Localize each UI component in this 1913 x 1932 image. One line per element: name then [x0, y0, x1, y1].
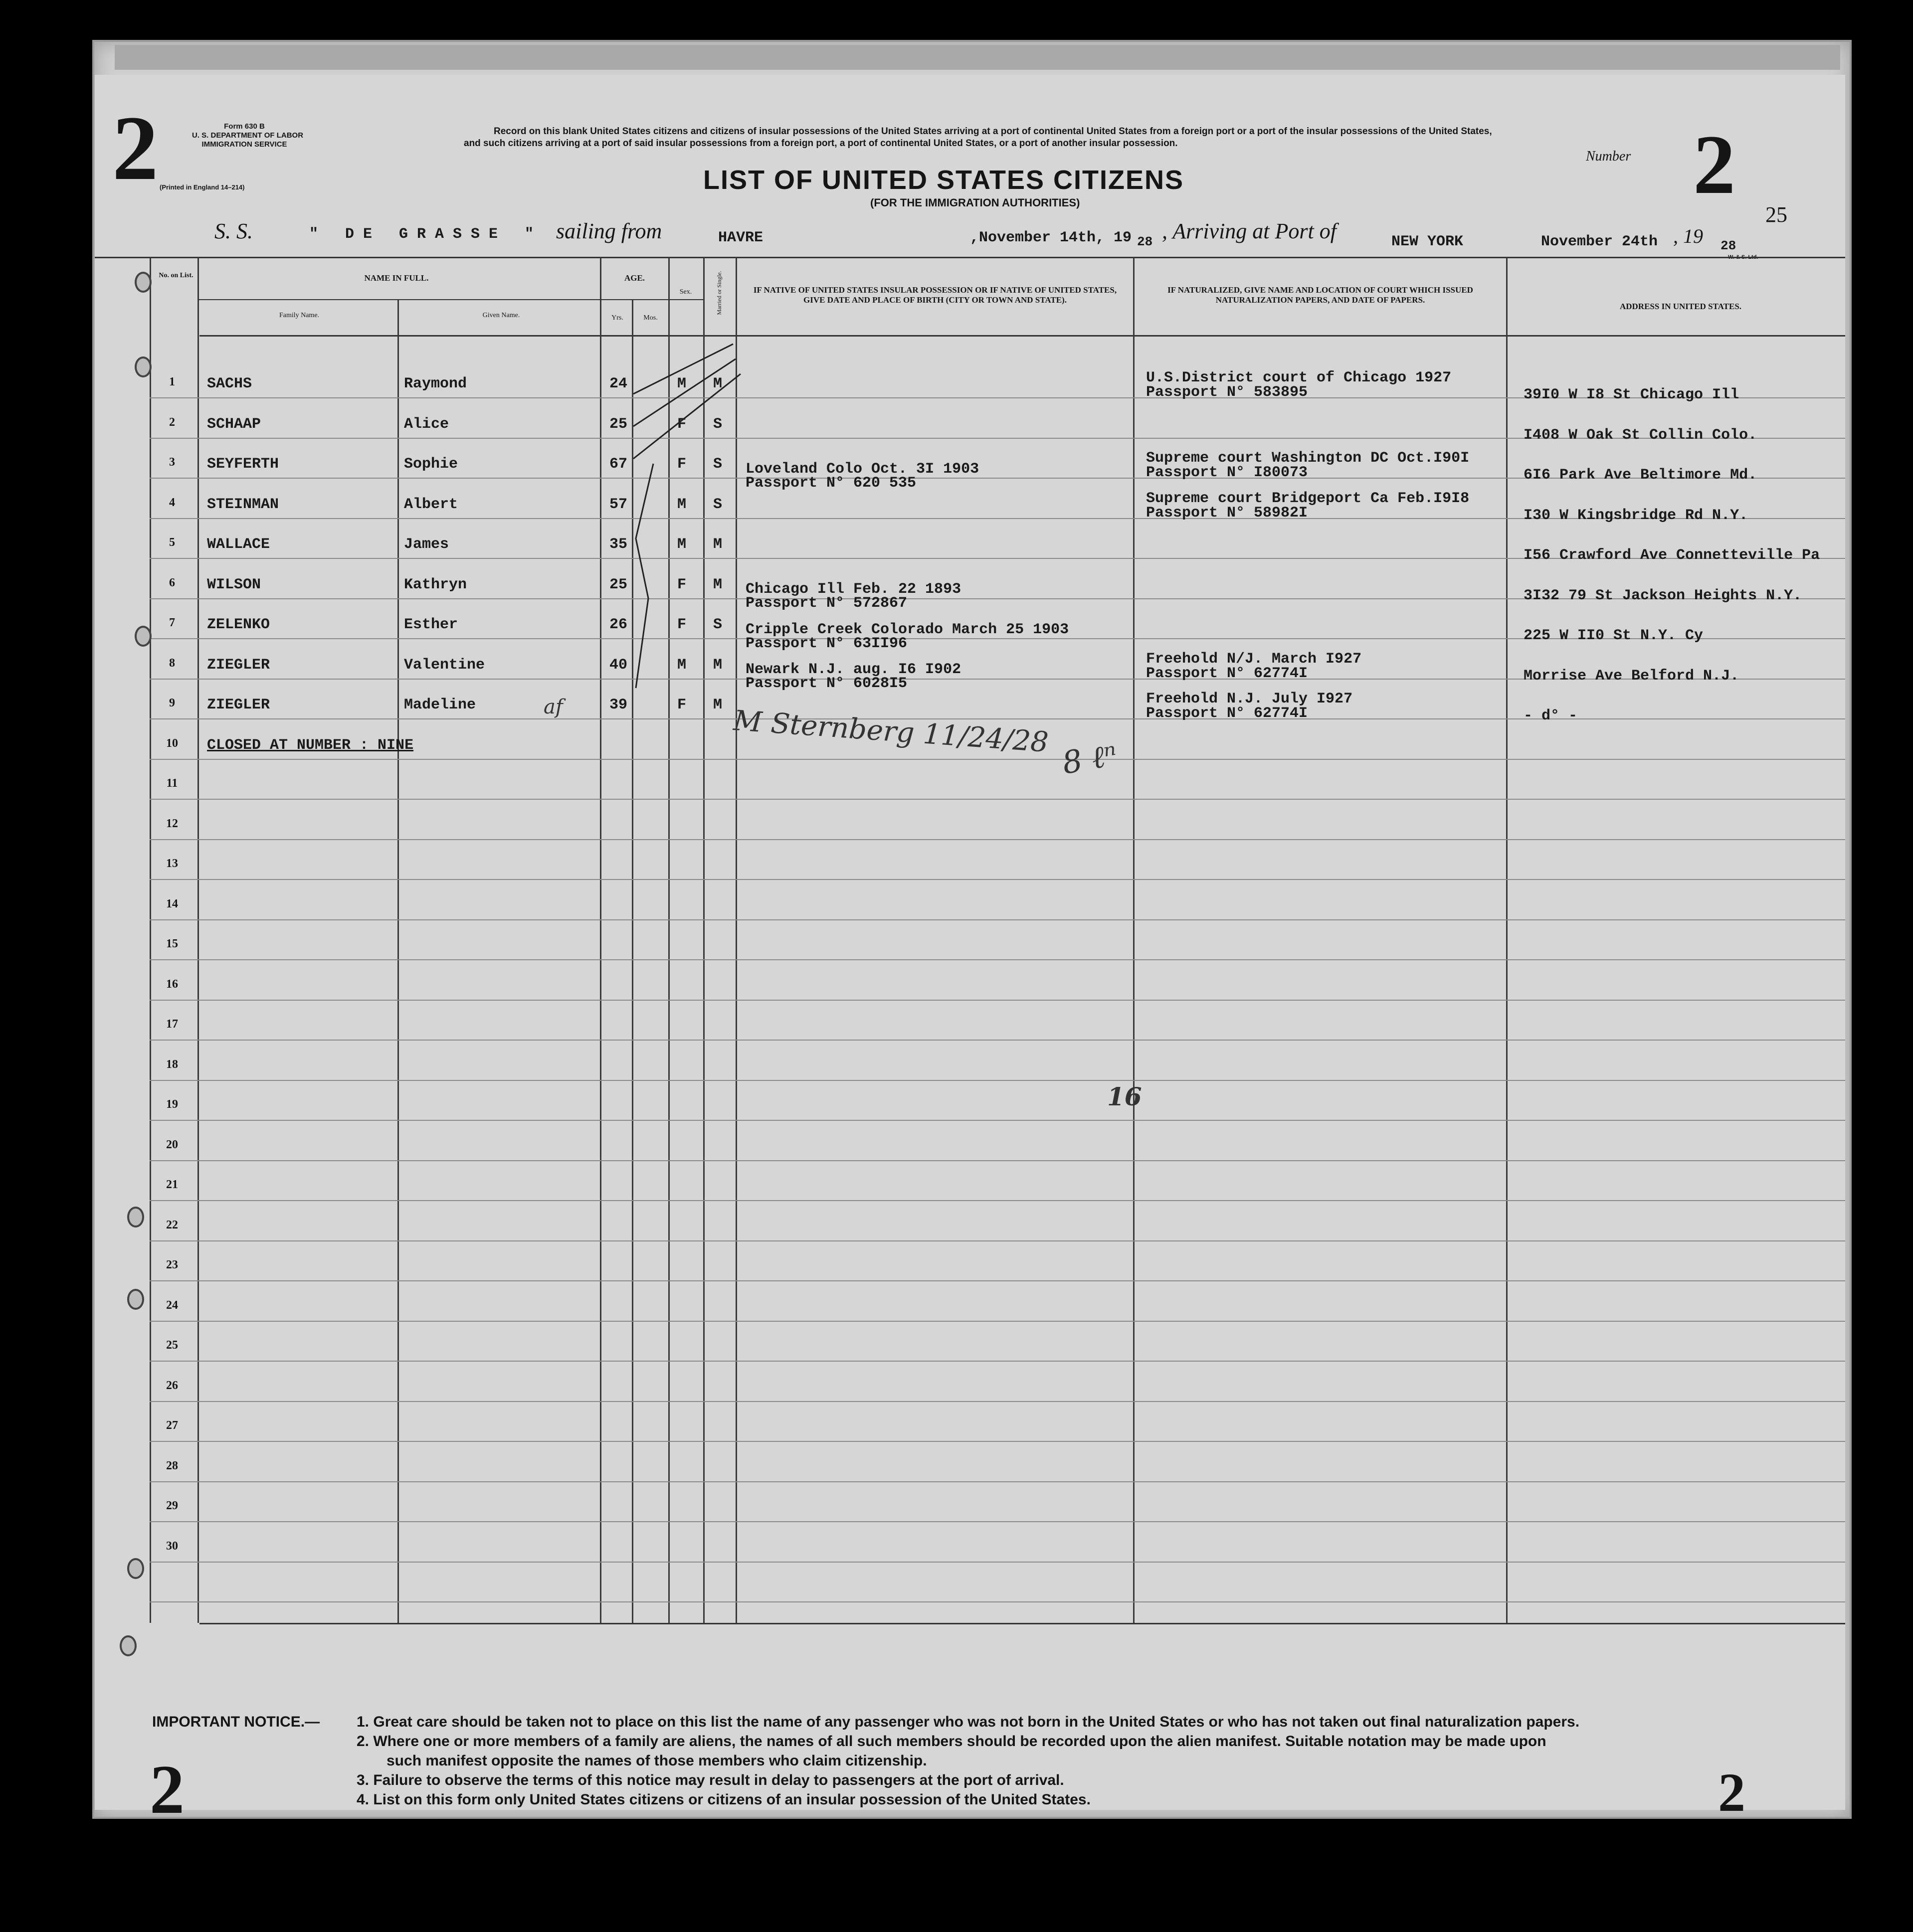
notice-item-2-cont: such manifest opposite the names of those members who claim citizenship. [386, 1753, 927, 1769]
row-number: 2 [169, 415, 175, 429]
col-head-no: No. on List. [159, 272, 193, 279]
col-head-naturalized: IF NATURALIZED, GIVE NAME AND LOCATION OF COURT WHICH ISSUED NATURALIZATION PAPERS, AND DATE OF PAPERS. [1167, 285, 1473, 305]
us-address: I56 Crawford Ave Connetteville Pa [1524, 547, 1820, 564]
row-number: 23 [166, 1258, 178, 1271]
age-years: 57 [609, 496, 628, 513]
departure-date: ,November 14th, 19 [970, 229, 1132, 246]
birth-passport: Passport N° 63II96 [746, 635, 908, 652]
departure-year: 28 [1137, 234, 1153, 249]
row-number: 10 [166, 736, 178, 750]
sex: F [677, 616, 687, 633]
sex: F [677, 697, 687, 713]
col-head-birth: IF NATIVE OF UNITED STATES INSULAR POSSESSION OR IF NATIVE OF UNITED STATES, GIVE DATE AND PLACE OF BIRTH (CITY OR TOWN AND STATE). [753, 285, 1117, 305]
marital-status: S [713, 616, 723, 633]
col-divider [600, 257, 601, 1623]
marital-status: S [713, 415, 723, 433]
us-address: 6I6 Park Ave Beltimore Md. [1524, 467, 1757, 484]
row-rule [150, 1080, 1845, 1081]
row-number: 5 [169, 536, 175, 549]
given-name: Alice [404, 415, 449, 433]
list-number: 2 [1693, 118, 1735, 211]
naturalization-passport: Passport N° 58982I [1146, 504, 1308, 522]
col-divider [397, 299, 399, 1623]
marital-status: M [713, 375, 723, 392]
us-address: 39I0 W I8 St Chicago Ill [1524, 386, 1739, 403]
row-rule [150, 1481, 1845, 1482]
page-number: 25 [1765, 202, 1787, 227]
us-address: - d° - [1524, 707, 1578, 724]
us-address: 3I32 79 St Jackson Heights N.Y. [1524, 587, 1802, 604]
row-number: 4 [169, 496, 175, 509]
punch-hole [135, 272, 152, 293]
row-number: 3 [169, 456, 175, 469]
row-number: 21 [166, 1178, 178, 1191]
col-divider [197, 257, 199, 1623]
row-rule [150, 1441, 1845, 1442]
punch-hole [120, 1635, 137, 1656]
age-years: 40 [609, 656, 628, 674]
row-number: 20 [166, 1138, 178, 1151]
us-address: I30 W Kingsbridge Rd N.Y. [1524, 507, 1748, 524]
row-rule [150, 959, 1845, 960]
naturalization-passport: Passport N° 583895 [1146, 384, 1308, 401]
row-number: 22 [166, 1218, 178, 1231]
inspector-signature: M Sternberg 11/24/28 [732, 704, 1050, 759]
table-top-rule [95, 257, 1845, 258]
sex: F [677, 576, 687, 593]
printed-note: (Printed in England 14–214) [160, 183, 245, 191]
row-number: 15 [166, 937, 178, 950]
col-head-address: ADDRESS IN UNITED STATES. [1619, 302, 1742, 311]
family-name: STEINMAN [207, 496, 279, 513]
age-years: 26 [609, 616, 628, 633]
us-address: 225 W II0 St N.Y. Cy [1524, 627, 1704, 644]
handwritten-page-mark: 16 [1107, 1082, 1142, 1111]
sex: M [677, 375, 687, 392]
row-rule [150, 1521, 1845, 1522]
family-name: WILSON [207, 576, 261, 593]
arriving-label: , Arriving at Port of [1162, 219, 1337, 243]
notice-heading: IMPORTANT NOTICE.— [152, 1714, 320, 1730]
col-head-sex: Sex. [679, 288, 692, 296]
given-name: Madeline [404, 697, 476, 713]
col-divider [150, 257, 151, 1623]
naturalization-passport: Passport N° 62774I [1146, 665, 1308, 682]
row-number: 9 [169, 697, 175, 709]
naturalization-passport: Passport N° 62774I [1146, 705, 1308, 722]
row-rule [150, 1040, 1845, 1041]
birth-place-date: Chicago Ill Feb. 22 1893 [746, 581, 961, 598]
marital-status: S [713, 456, 723, 473]
sex: M [677, 496, 687, 513]
col-divider [1506, 257, 1508, 1623]
row-number: 28 [166, 1459, 178, 1472]
row-rule [150, 1562, 1845, 1563]
sex: F [677, 415, 687, 433]
birth-place-date: Newark N.J. aug. I6 I902 [746, 661, 961, 678]
port-to: NEW YORK [1391, 233, 1464, 250]
family-name: ZIEGLER [207, 697, 270, 713]
given-name: Sophie [404, 456, 458, 473]
family-name: SEYFERTH [207, 456, 279, 473]
notice-item-3: 3. Failure to observe the terms of this notice may result in delay to passengers at the port of arrival. [357, 1772, 1064, 1788]
naturalization-court: Freehold N/J. March I927 [1146, 650, 1362, 668]
row-rule [150, 718, 1845, 719]
row-number: 25 [166, 1339, 178, 1352]
sex: M [677, 656, 687, 674]
row-rule [150, 839, 1845, 840]
row-number: 17 [166, 1018, 178, 1031]
row-number: 1 [169, 375, 175, 388]
marital-status: M [713, 576, 723, 593]
punch-hole [135, 626, 152, 647]
family-name: ZIEGLER [207, 656, 270, 674]
form-title: LIST OF UNITED STATES CITIZENS [703, 165, 1184, 195]
col-head-family-name: Family Name. [279, 312, 320, 319]
row-rule [150, 1200, 1845, 1201]
arrival-year-prefix: , 19 [1673, 225, 1703, 247]
row-rule [150, 1120, 1845, 1121]
form-subtitle: (FOR THE IMMIGRATION AUTHORITIES) [870, 196, 1080, 209]
row-rule [150, 1401, 1845, 1402]
marital-status: M [713, 536, 723, 553]
row-number: 8 [169, 656, 175, 670]
age-years: 35 [609, 536, 628, 553]
us-address: Morrise Ave Belford N.J. [1524, 667, 1739, 685]
row-rule [150, 879, 1845, 880]
closed-at-number: CLOSED AT NUMBER : NINE [207, 736, 414, 754]
row-number: 18 [166, 1057, 178, 1071]
form-id-block [192, 122, 304, 149]
given-name: Esther [404, 616, 458, 633]
row-rule [150, 799, 1845, 800]
department-name: U. S. DEPARTMENT OF LABOR [192, 131, 304, 140]
us-address: I408 W Oak St Collin Colo. [1524, 426, 1757, 444]
margin-note: af [544, 696, 563, 718]
row-number: 26 [166, 1379, 178, 1392]
row-rule [150, 1240, 1845, 1241]
corner-number-bottom-left: 2 [150, 1751, 185, 1828]
col-head-age: AGE. [624, 273, 645, 283]
punch-hole [127, 1207, 144, 1228]
punch-hole [135, 356, 152, 377]
col-divider [1133, 257, 1135, 1623]
col-head-married: Married or Single. [716, 271, 723, 315]
ss-label: S. S. [214, 219, 253, 243]
row-rule [150, 1601, 1845, 1602]
row-rule [150, 759, 1845, 760]
mos-strike-lines [628, 339, 748, 738]
row-rule [150, 1280, 1845, 1281]
ship-name: " DE GRASSE " [309, 226, 543, 243]
punch-hole [127, 1289, 144, 1310]
row-number: 6 [169, 576, 175, 589]
family-name: SCHAAP [207, 415, 261, 433]
birth-place-date: Loveland Colo Oct. 3I 1903 [746, 460, 979, 478]
naturalization-court: Supreme court Bridgeport Ca Feb.I9I8 [1146, 490, 1470, 507]
given-name: Raymond [404, 375, 467, 392]
given-name: Albert [404, 496, 458, 513]
form-number: Form 630 B [224, 122, 265, 131]
naturalization-court: U.S.District court of Chicago 1927 [1146, 369, 1452, 386]
birth-passport: Passport N° 620 535 [746, 474, 917, 492]
row-rule [150, 1160, 1845, 1161]
corner-number-top-left: 2 [112, 97, 159, 199]
age-years: 24 [609, 375, 628, 392]
sex: F [677, 456, 687, 473]
birth-passport: Passport N° 6028I5 [746, 675, 908, 692]
age-years: 39 [609, 697, 628, 713]
row-number: 11 [166, 777, 178, 790]
row-rule [150, 1361, 1845, 1362]
given-name: James [404, 536, 449, 553]
marital-status: M [713, 697, 723, 713]
arrival-year: 28 [1721, 238, 1736, 253]
row-number: 12 [166, 817, 178, 830]
marital-status: S [713, 496, 723, 513]
table-bottom-rule [199, 1623, 1845, 1624]
service-name: IMMIGRATION SERVICE [201, 140, 287, 149]
row-number: 7 [169, 616, 175, 629]
naturalization-passport: Passport N° I80073 [1146, 464, 1308, 481]
age-years: 25 [609, 415, 628, 433]
number-label: Number [1586, 149, 1631, 164]
corner-number-bottom-right: 2 [1718, 1762, 1745, 1823]
age-years: 25 [609, 576, 628, 593]
sex: M [677, 536, 687, 553]
col-head-mos: Mos. [643, 314, 658, 322]
row-number: 13 [166, 857, 178, 870]
notice-item-1: 1. Great care should be taken not to place on this list the name of any passenger who was not born in the United States or who has not taken out final naturalization papers. [357, 1714, 1580, 1730]
handwritten-annotation: 8 ℓⁿ [1059, 736, 1120, 782]
row-number: 27 [166, 1419, 178, 1432]
col-head-given-name: Given Name. [482, 312, 520, 319]
row-number: 14 [166, 897, 178, 910]
naturalization-court: Supreme court Washington DC Oct.I90I [1146, 450, 1470, 467]
row-rule [150, 1000, 1845, 1001]
arrival-date: November 24th [1541, 233, 1658, 250]
notice-item-4: 4. List on this form only United States citizens or citizens of an insular possession of the United States. [357, 1791, 1091, 1808]
birth-place-date: Cripple Creek Colorado March 25 1903 [746, 621, 1069, 638]
col-head-name-in-full: NAME IN FULL. [364, 273, 429, 283]
subheader-rule [197, 299, 703, 300]
naturalization-court: Freehold N.J. July I927 [1146, 691, 1353, 707]
form-instructions: Record on this blank United States citizens and citizens of insular possessions of the United States arriving at a port of continental United States from a foreign port or a port of the insular possessions of the United States, and such citizens arriving at a port of said insular possessions from a foreign port, a port of continental United States, or a port of another insular possession. [464, 126, 1492, 149]
row-number: 29 [166, 1499, 178, 1512]
sailing-from-label: sailing from [556, 219, 662, 243]
row-rule [150, 919, 1845, 920]
row-number: 16 [166, 977, 178, 991]
birth-passport: Passport N° 572867 [746, 595, 908, 612]
col-head-yrs: Yrs. [611, 314, 623, 322]
header-bottom-rule [199, 335, 1845, 337]
given-name: Valentine [404, 656, 485, 674]
family-name: ZELENKO [207, 616, 270, 633]
age-years: 67 [609, 456, 628, 473]
marital-status: M [713, 656, 723, 674]
family-name: WALLACE [207, 536, 270, 553]
row-number: 30 [166, 1539, 178, 1553]
row-number: 19 [166, 1098, 178, 1111]
punch-hole [127, 1558, 144, 1579]
given-name: Kathryn [404, 576, 467, 593]
family-name: SACHS [207, 375, 252, 392]
notice-item-2: 2. Where one or more members of a family are aliens, the names of all such members should be recorded upon the alien manifest. Suitable notation may be made upon [357, 1733, 1546, 1750]
row-rule [150, 1321, 1845, 1322]
port-from: HAVRE [718, 229, 764, 246]
row-number: 24 [166, 1298, 178, 1312]
sheet-top-edge [115, 45, 1840, 70]
